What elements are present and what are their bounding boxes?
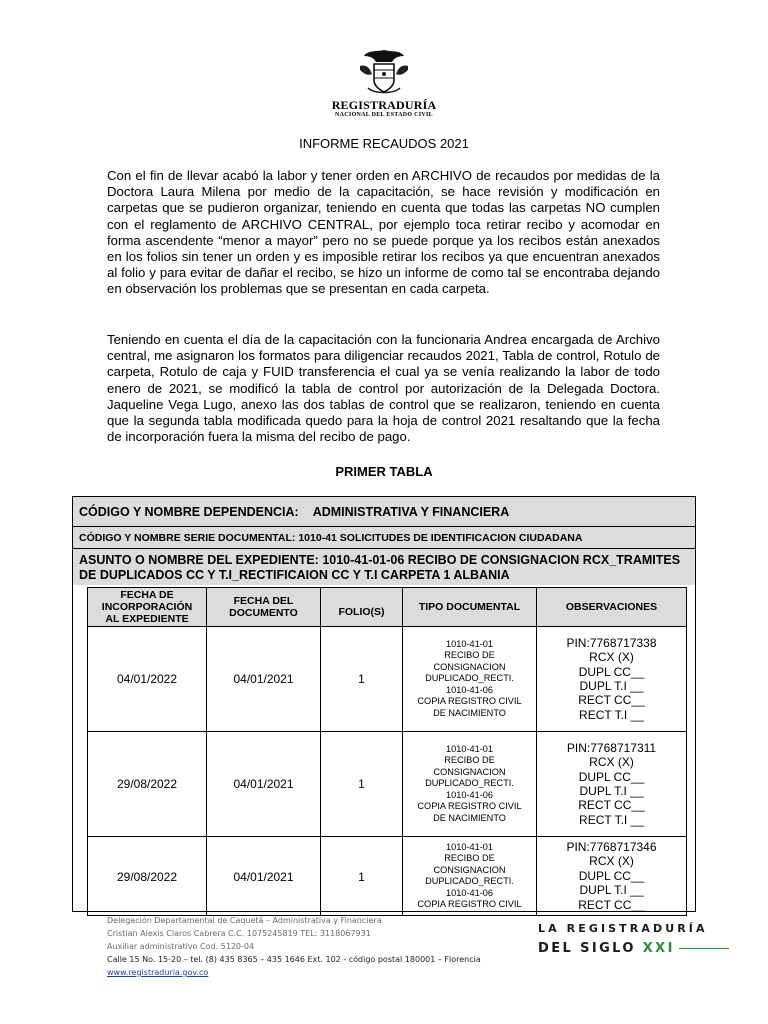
brand-logo: [538, 922, 729, 956]
paragraph-2: Teniendo en cuenta el día de la capacitación con la funcionaria Andrea encargada de Archivo central, me asignaron los formatos para diligenciar recaudos 2021, Tabla de control, Rotulo de carpeta, Rotulo de caja y FUID transferencia el cual ya se venía realizando la labor de todo enero de 2021, se modificó la tabla de control por autorización de la Delegada Doctora. Jaqueline Vega Lugo, anexo las dos tablas de control que se realizaron, teniendo en cuenta que la segunda tabla modificada quedo para la hoja de control 2021 resaltando que la fecha de incorporación fuera la misma del recibo de pago.: [107, 332, 660, 445]
paragraph-1: Con el fin de llevar acabó la labor y tener orden en ARCHIVO de recaudos por medidas de la Doctora Laura Milena por medio de la capacitación, se hace revisión y modificación en carpetas que se pudieron organizar, teniendo en cuenta que todas las carpetas NO cumplen con el reglamento de ARCHIVO CENTRAL, por ejemplo toca retirar recibo y acomodar en forma ascendente “menor a mayor” pero no se puede porque ya los recibos están anexados en los folios sin tener un orden y es imposible retirar los recibos ya que encuentran anexados al folio y para evitar de dañar el recibo, se hizo un informe de como tal se encontraba dejando en observación los problemas que se presentan en cada carpeta.: [107, 168, 660, 297]
table-row: [88, 837, 687, 916]
dependencia-value: ADMINISTRATIVA Y FINANCIERA: [312, 505, 510, 519]
brand-line-2-a: DEL SIGLO: [538, 941, 643, 956]
footer-line-2: Cristian Alexis Claros Cabrera C.C. 1075245819 TEL: 3118067931: [107, 929, 371, 938]
brand-line-1: LA REGISTRADURÍA: [538, 922, 708, 935]
tipo-documental-cell: 1010-41-01 RECIBO DE CONSIGNACION DUPLICADO_RECTI. 1010-41-06 COPIA REGISTRO CIVIL: [403, 837, 537, 916]
org-name: REGISTRADURÍA: [331, 98, 437, 112]
control-table: [72, 496, 696, 912]
footer-line-4: Calle 15 No. 15-20 – tel. (8) 435 8365 – 435 1646 Ext. 102 - código postal 180001 – Florencia: [107, 955, 481, 964]
fecha-incorporacion-cell: 29/08/2022: [88, 837, 207, 916]
dependencia-label: CÓDIGO Y NOMBRE DEPENDENCIA:: [79, 505, 299, 519]
col-tipo-documental: TIPO DOCUMENTAL: [403, 588, 537, 627]
document-title: INFORME RECAUDOS 2021: [299, 136, 469, 151]
serie-row: CÓDIGO Y NOMBRE SERIE DOCUMENTAL: 1010-41 SOLICITUDES DE IDENTIFICACION CIUDADANA: [73, 527, 695, 549]
brand-line-2: [538, 941, 729, 956]
fecha-documento-cell: 04/01/2021: [207, 837, 321, 916]
brand-line-2-b: XXI: [642, 941, 675, 956]
asunto-row: [73, 549, 695, 585]
dependencia-row: [73, 497, 695, 527]
tipo-documental-cell: 1010-41-01 RECIBO DE CONSIGNACION DUPLICADO_RECTI. 1010-41-06 COPIA REGISTRO CIVIL DE NACIMIENTO: [403, 732, 537, 837]
fecha-incorporacion-cell: 29/08/2022: [88, 732, 207, 837]
coat-of-arms-icon: [358, 48, 410, 98]
observaciones-cell: PIN:7768717346 RCX (X) DUPL CC__ DUPL T.I __ RECT CC__: [537, 837, 687, 916]
footer-line-3: Auxiliar administrativo Cod. 5120-04: [107, 942, 255, 951]
folio-cell: 1: [321, 627, 403, 732]
table-row: [88, 627, 687, 732]
fecha-incorporacion-cell: 04/01/2022: [88, 627, 207, 732]
fecha-documento-cell: 04/01/2021: [207, 627, 321, 732]
observaciones-cell: PIN:7768717311 RCX (X) DUPL CC__ DUPL T.I __ RECT CC__ RECT T.I __: [537, 732, 687, 837]
footer-line-1: Delegación Departamental de Caquetá – Administrativa y Financiera: [107, 916, 382, 925]
col-folios: FOLIO(S): [321, 588, 403, 627]
col-observaciones: OBSERVACIONES: [537, 588, 687, 627]
fecha-documento-cell: 04/01/2021: [207, 732, 321, 837]
brand-divider: [679, 948, 729, 949]
observaciones-cell: PIN:7768717338 RCX (X) DUPL CC__ DUPL T.I __ RECT CC__ RECT T.I __: [537, 627, 687, 732]
tipo-documental-cell: 1010-41-01 RECIBO DE CONSIGNACION DUPLICADO_RECTI. 1010-41-06 COPIA REGISTRO CIVIL DE NACIMIENTO: [403, 627, 537, 732]
records-grid: [87, 587, 687, 916]
col-fecha-documento: FECHA DEL DOCUMENTO: [207, 588, 321, 627]
folio-cell: 1: [321, 732, 403, 837]
folio-cell: 1: [321, 837, 403, 916]
table-row: [88, 732, 687, 837]
asunto-line-2: DE DUPLICADOS CC Y T.I_RECTIFICAION CC Y T.I CARPETA 1 ALBANIA: [79, 568, 510, 582]
col-fecha-incorporacion: FECHA DE INCORPORACIÓN AL EXPEDIENTE: [88, 588, 207, 627]
footer-contact: [107, 914, 481, 979]
org-subtitle: NACIONAL DEL ESTADO CIVIL: [335, 112, 433, 118]
section-title: PRIMER TABLA: [335, 464, 433, 479]
footer-website-link[interactable]: www.registraduria.gov.co: [107, 968, 209, 977]
asunto-line-1: ASUNTO O NOMBRE DEL EXPEDIENTE: 1010-41-01-06 RECIBO DE CONSIGNACION RCX_TRAMITES: [79, 553, 681, 567]
